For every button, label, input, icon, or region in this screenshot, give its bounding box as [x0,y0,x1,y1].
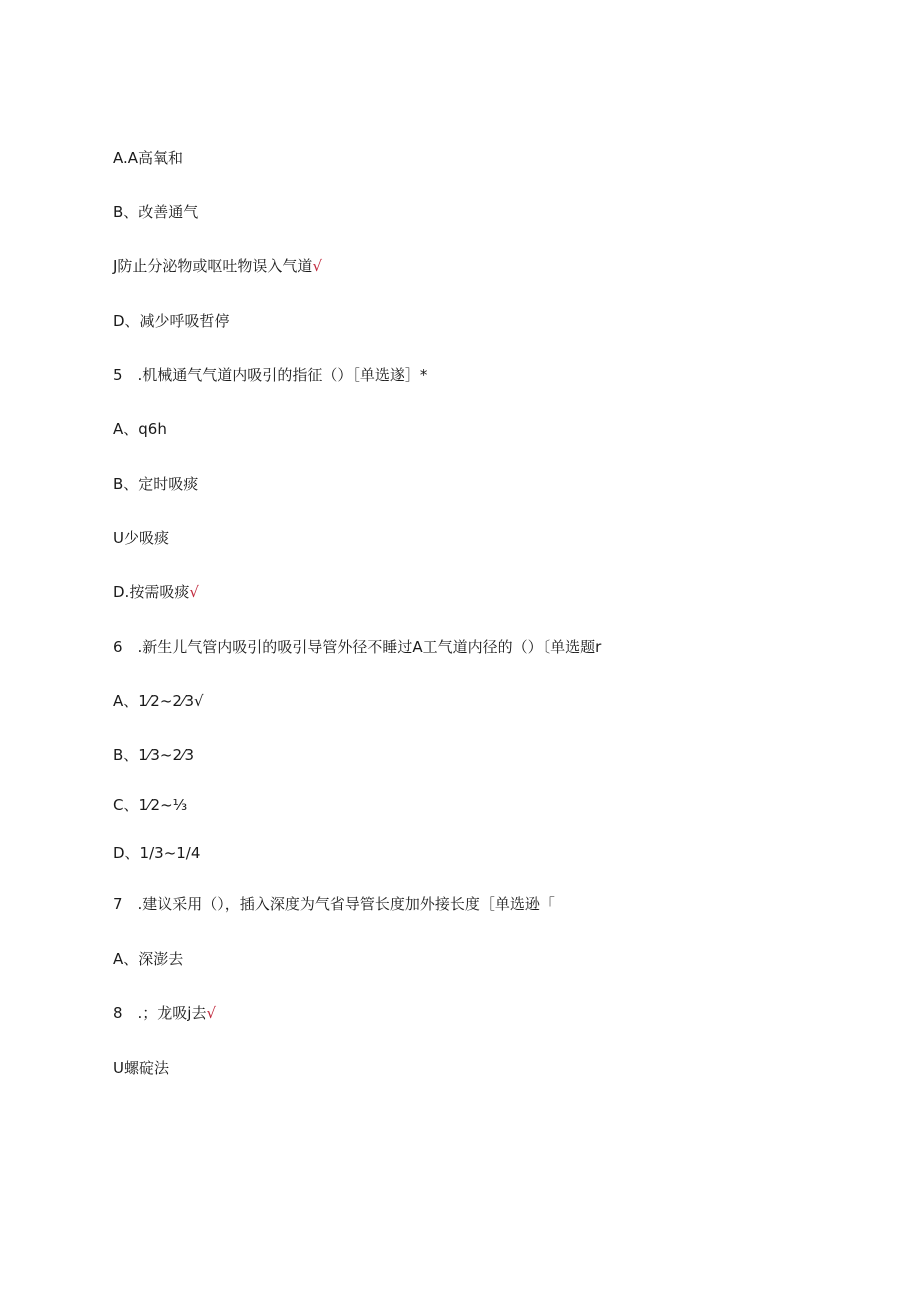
option-text: D.按需吸痰 [113,583,190,601]
question-text: 5 .机械通气气道内吸引的指征（）［单选遂］* [113,366,428,384]
question-line [113,365,427,385]
option-line [113,474,198,494]
option-text: A、q6h [113,420,167,438]
option-line [113,745,194,765]
option-line [113,1058,169,1078]
option-text: J防止分泌物或呕吐物误入气道 [113,257,313,275]
option-text: D、减少呼吸哲停 [113,312,230,330]
option-text: U少吸痰 [113,529,169,547]
option-line [113,795,187,815]
option-text: B、定时吸痰 [113,475,199,493]
option-line [113,256,322,276]
option-line [113,582,199,602]
correct-mark: √ [312,257,322,275]
correct-mark: √ [189,583,199,601]
option-text: A、1⁄2~2⁄3√ [113,692,204,710]
option-text: A、深澎去 [113,950,184,968]
option-line [113,202,198,222]
option-line [113,528,169,548]
option-line [113,691,204,711]
option-line [113,148,183,168]
option-text: U螺碇法 [113,1059,169,1077]
option-text: A.A高氧和 [113,149,184,167]
question-line [113,894,555,914]
option-text: B、1⁄3~2⁄3 [113,746,195,764]
option-text: C、1⁄2~⅓ [113,796,188,814]
option-line [113,419,167,439]
correct-mark: √ [206,1004,217,1022]
question-line [113,637,601,657]
option-line [113,1003,216,1023]
option-text: D、1/3~1/4 [113,844,201,862]
question-text: 6 .新生儿气管内吸引的吸引导管外径不睡过A工气道内径的（）〔单选题r [113,638,602,656]
option-text: B、改善通气 [113,203,199,221]
option-line [113,843,200,863]
question-text: 7 .建议采用（），插入深度为气省导管长度加外接长度［单选逊「 [113,895,555,913]
option-line [113,311,230,331]
option-line [113,949,183,969]
option-text: 8 .；龙吸j去 [113,1004,207,1022]
